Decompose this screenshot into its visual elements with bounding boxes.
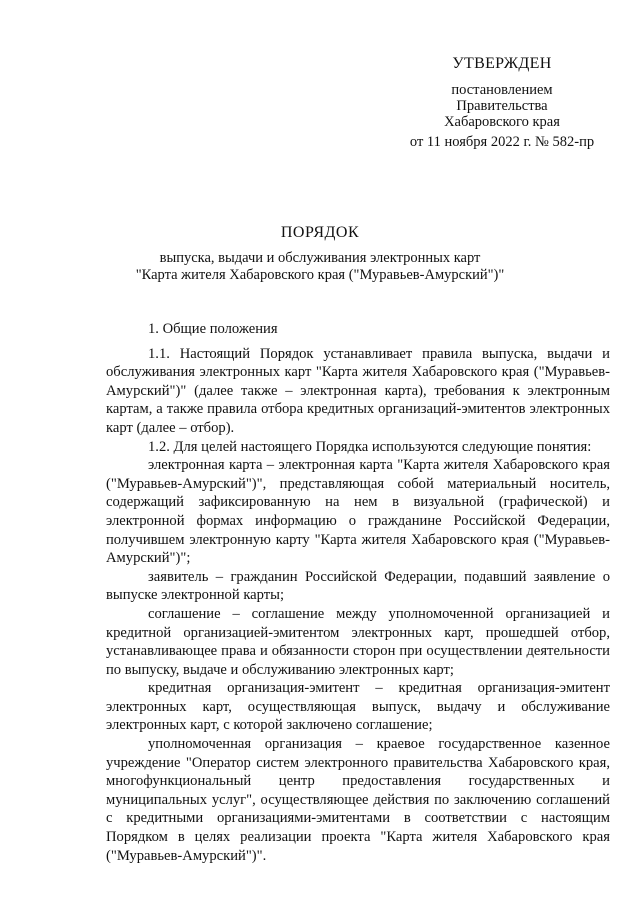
definition-issuing-bank: кредитная организация-эмитент – кредитная организация-эмитент электронных карт, осуществляющая выпуск, выдачу и обслуживание электронных карт, с которой заключено соглашение;: [106, 680, 610, 734]
approval-line: Хабаровского края: [444, 114, 560, 130]
section-heading: 1. Общие положения: [148, 321, 278, 337]
approval-line: Правительства: [456, 98, 548, 114]
paragraph-1-2: 1.2. Для целей настоящего Порядка используются следующие понятия:: [148, 438, 592, 455]
approval-date: от 11 ноября 2022 г. № 582-пр: [409, 134, 595, 150]
document-title: ПОРЯДОК: [280, 224, 360, 241]
approval-heading: УТВЕРЖДЕН: [452, 55, 552, 72]
document-title-block: [100, 224, 540, 284]
paragraph-1-1: 1.1. Настоящий Порядок устанавливает правила выпуска, выдачи и обслуживания электронных карт "Карта жителя Хабаровского края ("Муравьев-Амурский")" (далее также – электронная карта), требования к электронным картам, а также правила отбора кредитных организаций-эмитентов электронных карт (далее – отбор).: [106, 345, 610, 436]
approval-line: постановлением: [451, 82, 553, 98]
definition-applicant: заявитель – гражданин Российской Федерации, подавший заявление о выпуске электронной карты;: [106, 568, 610, 604]
approval-stamp: [392, 56, 612, 150]
document-subtitle-line: "Карта жителя Хабаровского края ("Муравьев-Амурский")": [135, 267, 505, 283]
definition-agreement: соглашение – соглашение между уполномоченной организацией и кредитной организацией-эмитентом электронных карт, прошедшей отбор, устанавливающее права и обязанности сторон при осуществлении деятельности по выпуску, выдаче и обслуживанию электронных карт;: [106, 605, 610, 678]
document-body: [106, 320, 610, 865]
definition-authorized-organization: уполномоченная организация – краевое государственное казенное учреждение "Оператор систем электронного правительства Хабаровского края, многофункциональный центр предоставления государственных и муниципальных услуг", осуществляющее действия по заключению соглашений с кредитными организациями-эмитентами в соответствии с настоящим Порядком в целях реализации проекта "Карта жителя Хабаровского края ("Муравьев-Амурский")".: [106, 736, 610, 864]
definition-electronic-card: электронная карта – электронная карта "Карта жителя Хабаровского края ("Муравьев-Амурский")", представляющая собой материальный носитель, содержащий зафиксированную на нем в визуальной (графической) и электронной формах информацию о гражданине Российской Федерации, получившем электронную карту "Карта жителя Хабаровского края ("Муравьев-Амурский")";: [106, 457, 610, 567]
document-subtitle-line: выпуска, выдачи и обслуживания электронных карт: [159, 250, 481, 266]
